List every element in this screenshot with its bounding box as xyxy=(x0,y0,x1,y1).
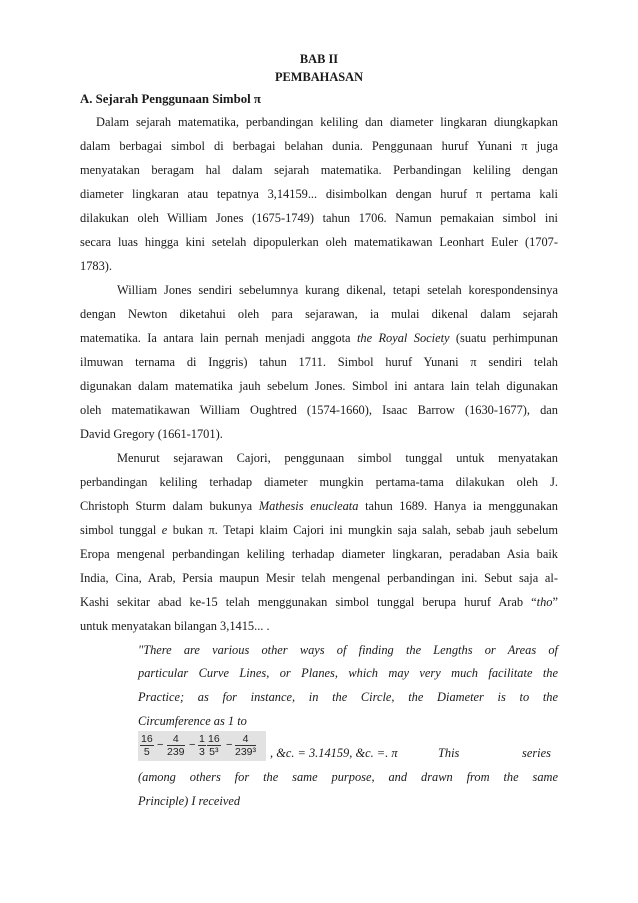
para1-line-2: dalam berbagai simbol di berbagai belahan dunia. Penggunaan huruf Yunani π juga xyxy=(80,139,558,153)
fraction-5: 4 239³ xyxy=(235,733,257,758)
para1-line-4: diameter lingkaran atau tepatnya 3,14159... disimbolkan dengan huruf π pertama kali xyxy=(80,187,558,201)
para1-line-3: menyatakan beragam hal dalam sejarah matematika. Perbandingan keliling dengan xyxy=(80,163,558,177)
para1-line-6: secara luas hingga kini setelah dipopulerkan oleh matematikawan Leonhart Euler (1707- xyxy=(80,235,558,249)
para2-line-3: matematika. Ia antara lain pernah menjadi anggota the Royal Society (suatu perhimpunan xyxy=(80,331,558,345)
para2-line-7: David Gregory (1661-1701). xyxy=(80,427,223,441)
para3-line-4: simbol tunggal e bukan π. Tetapi klaim Cajori ini mungkin saja salah, sebab jauh sebelum xyxy=(80,523,558,537)
tho-italic: tho xyxy=(536,595,553,609)
para3-line-1: Menurut sejarawan Cajori, penggunaan simbol tunggal untuk menyatakan xyxy=(117,451,558,465)
para2-line-4: ilmuwan ternama di Inggris) tahun 1711. Simbol huruf Yunani π sendiri telah xyxy=(80,355,558,369)
section-heading: A. Sejarah Penggunaan Simbol π xyxy=(80,92,261,106)
quote-line-2: particular Curve Lines, or Planes, which may very much facilitate the xyxy=(138,666,558,680)
quote-line-4: Circumference as 1 to xyxy=(138,714,247,728)
fraction-3: 1 3 xyxy=(199,733,205,758)
para2-line-5: digunakan dalam matematika jauh sebelum Jones. Simbol ini antara lain telah digunakan xyxy=(80,379,558,393)
para2-line-2: dengan Newton diketahui oleh para sejarawan, ia mulai dikenal dalam sejarah xyxy=(80,307,558,321)
para1-line-7: 1783). xyxy=(80,259,113,273)
para3-line-5: Eropa mengenal perbandingan keliling terhadap diameter lingkaran, peradaban Asia baik xyxy=(80,547,558,561)
para1-line-5: dilakukan oleh William Jones (1675-1749) tahun 1706. Namun pemakaian simbol ini xyxy=(80,211,558,225)
para3-line-7: Kashi sekitar abad ke-15 telah menggunakan simbol tunggal berupa huruf Arab “tho” xyxy=(80,595,558,609)
para1-line-1: Dalam sejarah matematika, perbandingan keliling dan diameter lingkaran diungkapkan xyxy=(96,115,558,129)
chapter-title: PEMBAHASAN xyxy=(274,70,364,84)
symbol-e-italic: e xyxy=(161,523,168,537)
para3-line-2: perbandingan keliling terhadap diameter mungkin pertama-tama dilakukan oleh J. xyxy=(80,475,558,489)
fraction-1: 16 5 xyxy=(141,733,153,758)
fraction-4: 16 5³ xyxy=(208,733,220,758)
para2-line-6: oleh matematikawan William Oughtred (1574-1660), Isaac Barrow (1630-1677), dan xyxy=(80,403,558,417)
royal-society-italic: the Royal Society xyxy=(356,331,450,345)
quote-line-3: Practice; as for instance, in the Circle, the Diameter is to the xyxy=(138,690,558,704)
mathesis-italic: Mathesis enucleata xyxy=(258,499,359,513)
quote-line-1: "There are various other ways of finding the Lengths or Areas of xyxy=(138,643,558,657)
formula-tail: , &c. = 3.14159, &c. =. π This series xyxy=(270,746,551,760)
pi-series-formula: 16 5 − 4 239 − 1 3 16 5³ − 4 239³ xyxy=(138,731,266,761)
para2-line-1: William Jones sendiri sebelumnya kurang dikenal, tetapi setelah korespondensinya xyxy=(117,283,558,297)
chapter-number: BAB II xyxy=(299,52,339,66)
para3-line-8: untuk menyatakan bilangan 3,1415... . xyxy=(80,619,270,633)
quote-after-line-2: Principle) I received xyxy=(138,794,241,808)
para3-line-6: India, Cina, Arab, Persia maupun Mesir telah mengenal perbandingan ini. Sebut saja al- xyxy=(80,571,558,585)
para3-line-3: Christoph Sturm dalam bukunya Mathesis enucleata tahun 1689. Hanya ia menggunakan xyxy=(80,499,558,513)
quote-after-line-1: (among others for the same purpose, and drawn from the same xyxy=(138,770,558,784)
fraction-2: 4 239 xyxy=(167,733,185,758)
